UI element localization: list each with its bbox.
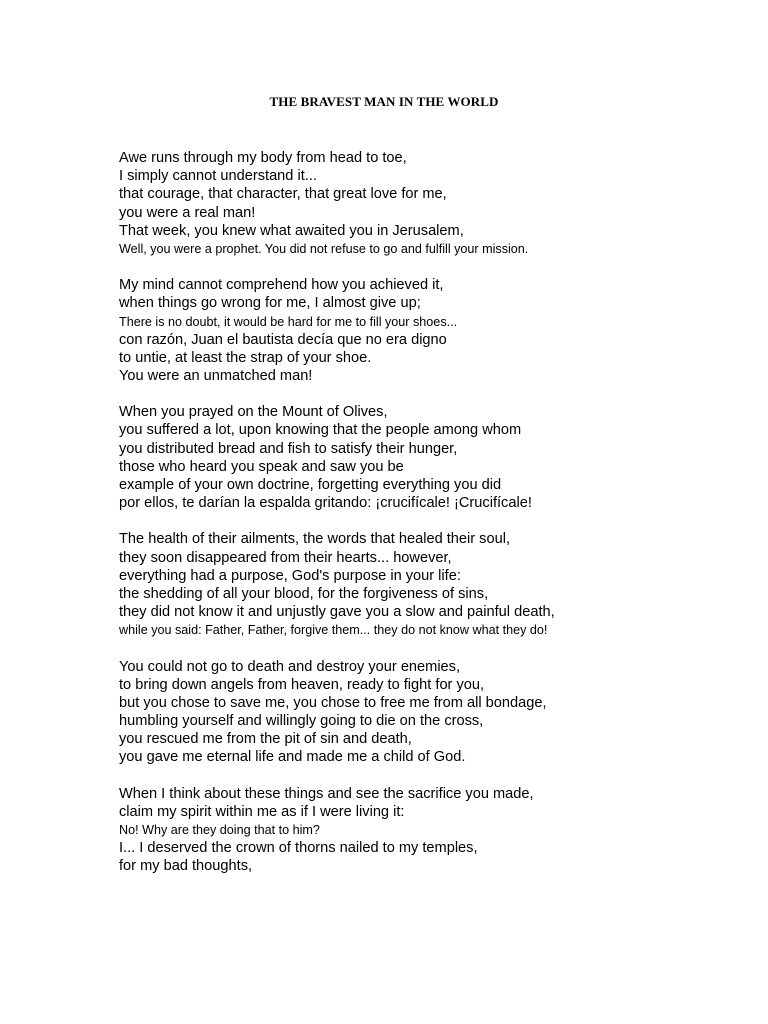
poem-line: you were a real man! xyxy=(119,204,256,221)
poem-line: That week, you knew what awaited you in Jerusalem, xyxy=(119,222,464,239)
poem-line: por ellos, te darían la espalda gritando: ¡crucifícale! ¡Crucifícale! xyxy=(119,495,532,512)
stanza xyxy=(119,403,739,512)
poem-line: Awe runs through my body from head to toe, xyxy=(119,150,407,166)
poem-line: they soon disappeared from their hearts... however, xyxy=(119,549,452,566)
poem-line: while you said: Father, Father, forgive them... they do not know what they do! xyxy=(119,623,548,638)
poem-line: when things go wrong for me, I almost give up; xyxy=(119,295,421,312)
poem-line: the shedding of all your blood, for the forgiveness of sins, xyxy=(119,585,489,602)
poem-line: Well, you were a prophet. You did not refuse to go and fulfill your mission. xyxy=(119,241,529,256)
poem-line: example of your own doctrine, forgetting everything you did xyxy=(119,477,502,493)
stanza xyxy=(119,785,739,876)
poem-line: The health of their ailments, the words that healed their soul, xyxy=(119,531,511,548)
poem-line: you distributed bread and fish to satisfy their hunger, xyxy=(119,440,458,457)
poem-line: You were an unmatched man! xyxy=(119,368,313,385)
poem-line: that courage, that character, that great love for me, xyxy=(119,186,447,203)
poem-line: You could not go to death and destroy your enemies, xyxy=(119,658,461,675)
poem-line: claim my spirit within me as if I were living it: xyxy=(119,803,405,820)
poem-line: When I think about these things and see the sacrifice you made, xyxy=(119,785,534,802)
poem-line: everything had a purpose, God's purpose in your life: xyxy=(119,567,461,584)
poem-line: There is no doubt, it would be hard for me to fill your shoes... xyxy=(119,314,458,329)
poem-line: those who heard you speak and saw you be xyxy=(119,458,404,475)
poem-line: but you chose to save me, you chose to free me from all bondage, xyxy=(119,694,547,711)
poem-line: I simply cannot understand it... xyxy=(119,168,317,185)
poem-line: When you prayed on the Mount of Olives, xyxy=(119,404,388,421)
poem-line: My mind cannot comprehend how you achieved it, xyxy=(119,277,444,294)
poem-line: No! Why are they doing that to him? xyxy=(119,823,320,837)
page-title: THE BRAVEST MAN IN THE WORLD xyxy=(269,94,499,109)
poem-line: you gave me eternal life and made me a child of God. xyxy=(119,749,466,766)
poem-line: for my bad thoughts, xyxy=(119,858,253,875)
stanza xyxy=(119,530,739,639)
poem-line: to bring down angels from heaven, ready to fight for you, xyxy=(119,676,485,693)
stanza xyxy=(119,276,739,385)
poem-line: they did not know it and unjustly gave you a slow and painful death, xyxy=(119,604,555,621)
poem-line: con razón, Juan el bautista decía que no era digno xyxy=(119,331,447,348)
stanza xyxy=(119,658,739,767)
poem-line: you rescued me from the pit of sin and death, xyxy=(119,731,412,748)
poem-body xyxy=(119,149,739,894)
stanza xyxy=(119,149,739,258)
poem-line: humbling yourself and willingly going to die on the cross, xyxy=(119,713,484,730)
poem-line: to untie, at least the strap of your shoe. xyxy=(119,349,372,366)
poem-line: I... I deserved the crown of thorns nailed to my temples, xyxy=(119,840,478,857)
poem-line: you suffered a lot, upon knowing that the people among whom xyxy=(119,422,522,439)
